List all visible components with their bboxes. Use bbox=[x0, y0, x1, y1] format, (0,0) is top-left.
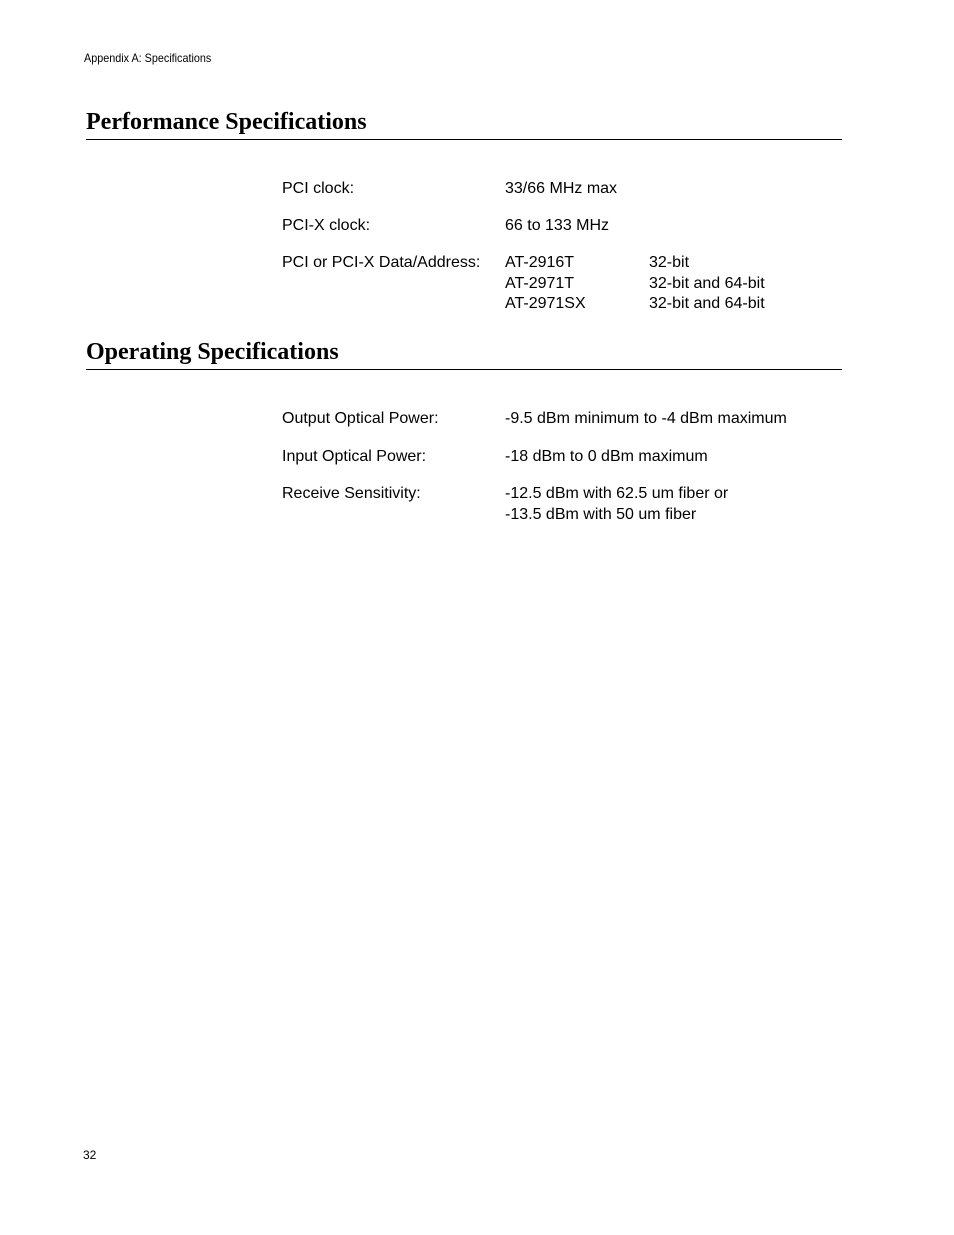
model-list bbox=[505, 253, 842, 315]
spec-label: PCI-X clock: bbox=[282, 217, 371, 234]
model-name: AT-2971SX bbox=[505, 295, 586, 312]
spec-row-input-optical-power bbox=[282, 447, 842, 468]
running-header: Appendix A: Specifications bbox=[84, 51, 212, 65]
spec-label: Receive Sensitivity: bbox=[282, 485, 421, 502]
bus-width: 32-bit and 64-bit bbox=[649, 295, 765, 312]
model-row bbox=[505, 294, 842, 315]
spec-row-receive-sensitivity bbox=[282, 484, 842, 525]
spec-value: 33/66 MHz max bbox=[505, 180, 618, 197]
spec-label: Input Optical Power: bbox=[282, 448, 427, 465]
spec-value: -18 dBm to 0 dBm maximum bbox=[505, 448, 708, 465]
spec-value-line: -12.5 dBm with 62.5 um fiber or bbox=[505, 485, 729, 502]
operating-specs-table bbox=[282, 409, 842, 525]
performance-specifications-heading: Performance Specifications bbox=[86, 108, 842, 140]
spec-label: Output Optical Power: bbox=[282, 410, 439, 427]
performance-specs-table bbox=[282, 179, 842, 315]
bus-width: 32-bit bbox=[649, 254, 690, 271]
spec-value: 66 to 133 MHz bbox=[505, 217, 610, 234]
spec-label: PCI or PCI-X Data/Address: bbox=[282, 254, 481, 271]
spec-row-data-address bbox=[282, 253, 842, 315]
model-name: AT-2971T bbox=[505, 274, 575, 292]
bus-width: 32-bit and 64-bit bbox=[649, 274, 765, 292]
model-row bbox=[505, 274, 842, 295]
spec-value-multiline bbox=[505, 484, 842, 525]
spec-value: -9.5 dBm minimum to -4 dBm maximum bbox=[505, 410, 787, 427]
operating-specifications-heading: Operating Specifications bbox=[86, 338, 842, 370]
spec-value-line: -13.5 dBm with 50 um fiber bbox=[505, 505, 697, 523]
page-number: 32 bbox=[83, 1148, 97, 1162]
model-name: AT-2916T bbox=[505, 254, 575, 271]
spec-row-output-optical-power bbox=[282, 409, 842, 430]
model-row bbox=[505, 253, 842, 274]
spec-label: PCI clock: bbox=[282, 180, 355, 197]
spec-row-pci-clock bbox=[282, 179, 842, 200]
spec-row-pcix-clock bbox=[282, 216, 842, 237]
